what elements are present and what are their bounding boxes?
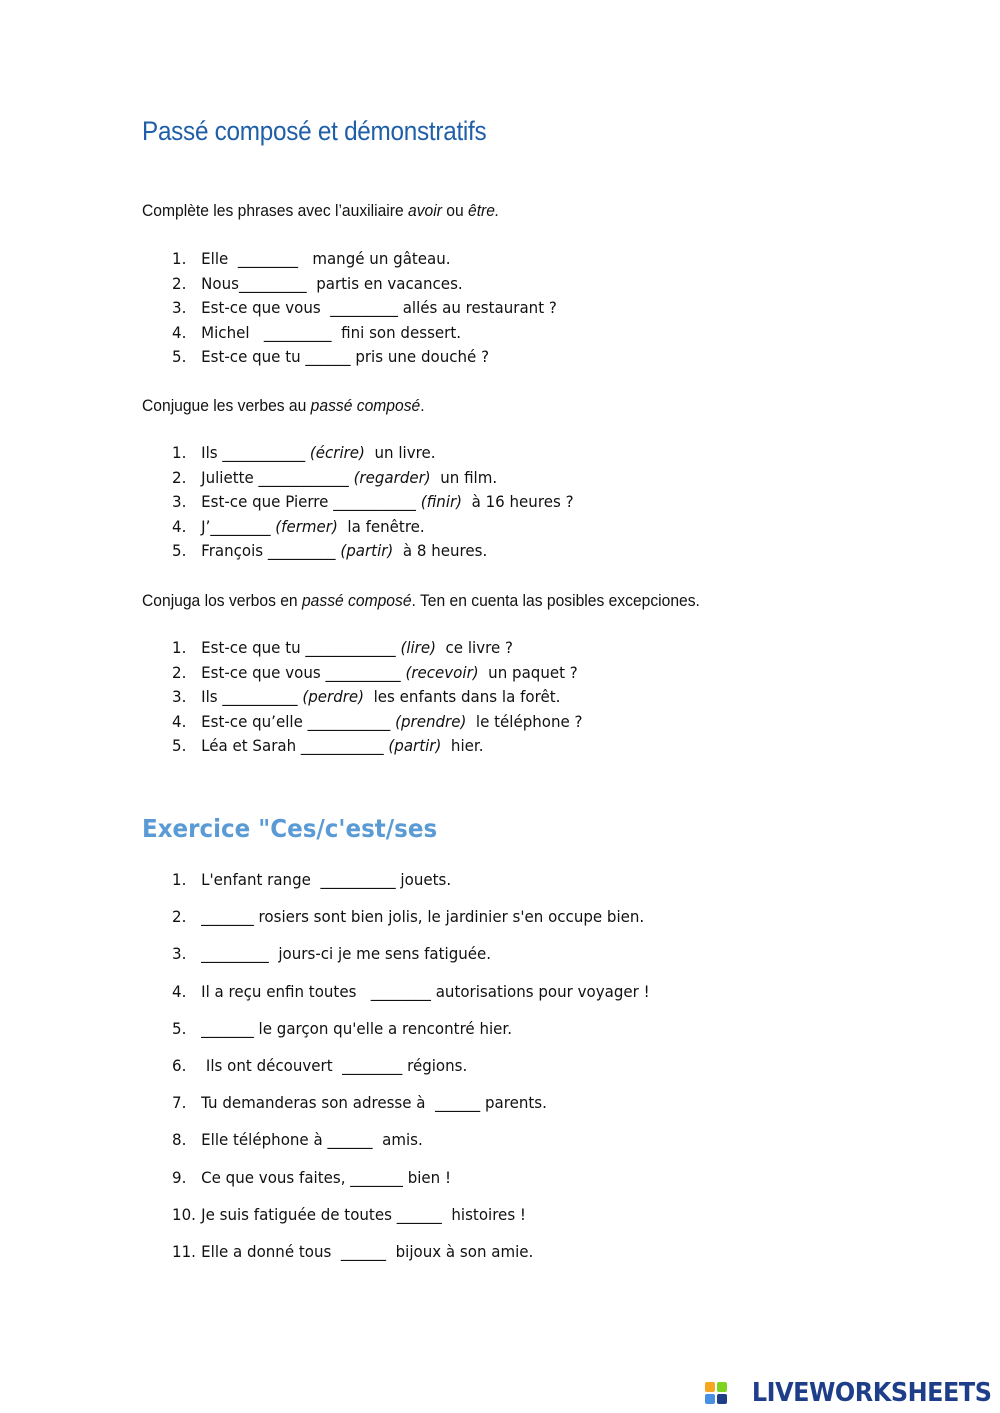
instruction-italic-avoir: avoir [408,201,442,220]
instruction-auxiliary [142,201,499,221]
exercise-list-conjuga [172,636,609,759]
instruction-conjuga [142,591,700,611]
item-number: 1. [172,870,187,889]
list-item[interactable] [172,272,557,297]
list-item[interactable] [172,978,650,1015]
list-item[interactable] [172,345,557,370]
item-text: Je suis fatiguée de toutes ______ histoires ! [201,1204,526,1224]
item-text: _________ jours-ci je me sens fatiguée. [201,944,492,964]
item-verb: (finir) [420,492,463,512]
logo-square [717,1382,727,1392]
item-number: 7. [172,1093,187,1113]
item-number: 5. [172,347,187,367]
item-text: L'enfant range __________ jouets. [201,870,452,889]
item-number: 4. [172,711,187,731]
instruction-text: Conjugue les verbes au [142,396,311,415]
item-number: 2. [172,662,187,682]
item-number: 3. [172,298,187,318]
list-item[interactable] [172,940,650,977]
item-number: 8. [172,1130,187,1150]
item-text: _______ rosiers sont bien jolis, le jardinier s'en occupe bien. [201,907,645,927]
item-text: Ce que vous faites, _______ bien ! [201,1167,452,1187]
item-verb: (perdre) [302,687,365,707]
logo-square [705,1394,715,1404]
item-text: le téléphone ? [466,711,583,731]
exercise-list-conjugue [172,441,599,564]
item-number: 11. [172,1241,196,1261]
item-number: 5. [172,1018,187,1038]
item-text: Juliette ____________ [201,467,354,487]
item-number: 4. [172,516,187,536]
item-number: 3. [172,944,187,964]
list-item[interactable] [172,466,574,491]
item-text: Nous_________ partis en vacances. [201,273,463,293]
item-text: Léa et Sarah ___________ [201,736,389,756]
list-item[interactable] [172,685,583,710]
list-item[interactable] [172,441,574,466]
instruction-text: . [420,396,425,415]
item-number: 4. [172,981,187,1001]
list-item[interactable] [172,661,583,686]
item-verb: (partir) [340,541,394,561]
item-text: Est-ce que vous _________ allés au restaurant ? [201,298,557,318]
item-text: François _________ [201,541,341,561]
item-text: un livre. [364,443,436,462]
item-number: 9. [172,1167,187,1187]
list-item[interactable] [172,866,650,903]
item-text: Elle ________ mangé un gâteau. [201,249,451,268]
instruction-italic: passé composé [301,591,412,610]
list-item[interactable] [172,710,583,735]
exercise-list-auxiliary [172,247,581,370]
item-number: 6. [172,1055,187,1075]
list-item[interactable] [172,903,650,940]
list-item[interactable] [172,1015,650,1052]
item-text: ce livre ? [435,638,513,657]
item-verb: (recevoir) [405,662,479,682]
item-verb: (fermer) [275,516,338,536]
item-number: 2. [172,907,187,927]
list-item[interactable] [172,1164,650,1201]
exercise-list-ces-cest-ses [172,866,680,1275]
item-text: Michel _________ fini son dessert. [201,322,462,342]
instruction-conjugue [142,396,425,416]
logo-square [717,1394,727,1404]
item-verb: (partir) [388,736,442,756]
item-verb: (prendre) [395,711,467,731]
item-number: 3. [172,492,187,512]
item-text: Tu demanderas son adresse à ______ parents. [201,1093,547,1113]
item-verb: (regarder) [353,467,431,487]
page-title: Passé composé et démonstratifs [142,116,487,146]
liveworksheets-logo[interactable] [705,1378,992,1408]
item-text: la fenêtre. [337,516,425,536]
item-text: les enfants dans la forêt. [364,687,561,707]
list-item[interactable] [172,1052,650,1089]
item-text: Est-ce qu’elle ___________ [201,711,396,731]
item-text: Est-ce que vous __________ [201,662,406,682]
item-number: 2. [172,273,187,293]
list-item[interactable] [172,539,574,564]
list-item[interactable] [172,734,583,759]
list-item[interactable] [172,490,574,515]
item-number: 2. [172,467,187,487]
instruction-italic-etre: être. [468,201,500,220]
logo-square [705,1382,715,1392]
instruction-italic: passé composé [310,396,421,415]
item-number: 5. [172,736,187,756]
item-text: J’________ [201,516,276,536]
item-number: 3. [172,687,187,707]
item-text: un film. [430,467,498,487]
item-text: un paquet ? [478,662,578,682]
item-text: Elle téléphone à ______ amis. [201,1130,423,1150]
instruction-text: ou [441,201,469,220]
list-item[interactable] [172,247,557,272]
section-title-ces-cest-ses: Exercice "Ces/c'est/ses [142,814,438,843]
item-text: Ils ___________ [201,443,310,462]
item-verb: (lire) [400,638,436,657]
list-item[interactable] [172,1126,650,1163]
instruction-text: . Ten en cuenta las posibles excepciones. [411,591,700,610]
logo-mark-icon [705,1382,727,1404]
list-item[interactable] [172,636,583,661]
logo-text: LIVEWORKSHEETS [752,1378,992,1408]
item-verb: (écrire) [309,443,365,462]
item-text: Est-ce que Pierre ___________ [201,492,421,512]
item-text: Est-ce que tu ______ pris une douché ? [201,347,490,367]
item-text: à 8 heures. [393,541,488,561]
item-text: Elle a donné tous ______ bijoux à son amie. [201,1241,534,1261]
item-number: 5. [172,541,187,561]
list-item[interactable] [172,1238,650,1275]
item-number: 1. [172,638,187,657]
instruction-text: Complète les phrases avec l’auxiliaire [142,201,409,220]
list-item[interactable] [172,515,574,540]
list-item[interactable] [172,321,557,346]
item-number: 1. [172,249,187,268]
item-text: Est-ce que tu ____________ [201,638,401,657]
item-text: Il a reçu enfin toutes ________ autorisations pour voyager ! [201,981,650,1001]
item-text: à 16 heures ? [462,492,574,512]
item-number: 10. [172,1204,196,1224]
list-item[interactable] [172,296,557,321]
list-item[interactable] [172,1201,650,1238]
item-text: Ils __________ [201,687,303,707]
item-text: _______ le garçon qu'elle a rencontré hier. [201,1018,513,1038]
item-text: hier. [441,736,484,756]
item-number: 1. [172,443,187,462]
instruction-text: Conjuga los verbos en [142,591,302,610]
item-text: Ils ont découvert ________ régions. [201,1055,468,1075]
list-item[interactable] [172,1089,650,1126]
item-number: 4. [172,322,187,342]
